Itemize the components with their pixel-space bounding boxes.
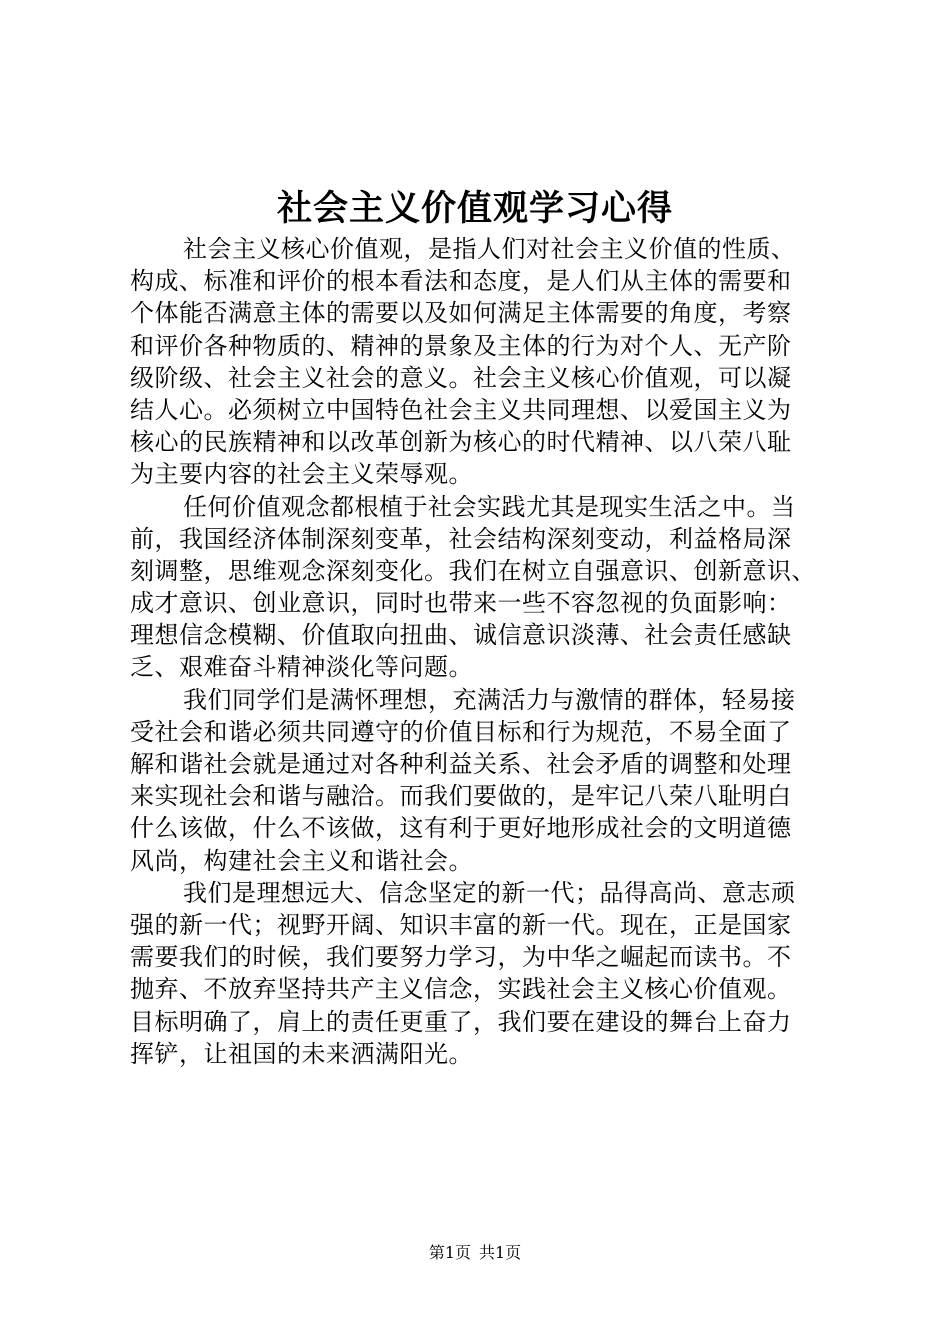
text-line: 强的新一代；视野开阔、知识丰富的新一代。现在，正是国家 — [130, 910, 792, 939]
page-total: 共1页 — [479, 1243, 522, 1262]
text-line: 构成、标准和评价的根本看法和态度，是人们从主体的需要和 — [130, 267, 792, 296]
text-line: 需要我们的时候，我们要努力学习，为中华之崛起而读书。不 — [130, 943, 792, 972]
text-line: 我们同学们是满怀理想，充满活力与激情的群体，轻易接 — [183, 685, 796, 714]
text-line: 乏、艰难奋斗精神淡化等问题。 — [130, 653, 473, 682]
text-line: 目标明确了，肩上的责任更重了，我们要在建设的舞台上奋力 — [130, 1007, 792, 1036]
text-line: 抛弃、不放弃坚持共产主义信念，实践社会主义核心价值观。 — [130, 975, 792, 1004]
text-line: 解和谐社会就是通过对各种利益关系、社会矛盾的调整和处理 — [130, 750, 792, 778]
text-line: 来实现社会和谐与融洽。而我们要做的，是牢记八荣八耻明白 — [130, 782, 792, 811]
text-line: 挥铲，让祖国的未来洒满阳光。 — [130, 1039, 473, 1068]
text-line: 为主要内容的社会主义荣辱观。 — [130, 460, 473, 489]
text-line: 前，我国经济体制深刻变革，社会结构深刻变动，利益格局深 — [130, 524, 792, 553]
page-number: 第1页 — [428, 1243, 471, 1262]
text-line: 任何价值观念都根植于社会实践尤其是现实生活之中。当 — [183, 492, 796, 521]
text-line: 级阶级、社会主义社会的意义。社会主义核心价值观，可以凝 — [130, 363, 792, 392]
text-line: 什么该做，什么不该做，这有利于更好地形成社会的文明道德 — [130, 814, 792, 843]
text-line: 个体能否满意主体的需要以及如何满足主体需要的角度，考察 — [130, 299, 792, 328]
document-body — [130, 233, 834, 1070]
text-line: 成才意识、创业意识，同时也带来一些不容忽视的负面影响： — [130, 589, 792, 618]
page-footer — [0, 1242, 950, 1264]
text-line: 我们是理想远大、信念坚定的新一代；品得高尚、意志顽 — [183, 878, 796, 907]
text-line: 风尚，构建社会主义和谐社会。 — [130, 846, 473, 875]
text-line: 理想信念模糊、价值取向扭曲、诚信意识淡薄、社会责任感缺 — [130, 621, 792, 650]
text-line: 和评价各种物质的、精神的景象及主体的行为对个人、无产阶 — [130, 331, 792, 360]
paragraph — [130, 877, 834, 1070]
document-title: 社会主义价值观学习心得 — [276, 188, 673, 229]
text-line: 受社会和谐必须共同遵守的价值目标和行为规范，不易全面了 — [130, 717, 792, 746]
paragraph — [130, 233, 834, 491]
text-line: 社会主义核心价值观，是指人们对社会主义价值的性质、 — [183, 235, 796, 263]
text-line: 核心的民族精神和以改革创新为核心的时代精神、以八荣八耻 — [130, 428, 792, 457]
text-line: 刻调整，思维观念深刻变化。我们在树立自强意识、创新意识、 — [130, 556, 816, 585]
paragraph — [130, 684, 834, 877]
text-line: 结人心。必须树立中国特色社会主义共同理想、以爱国主义为 — [130, 395, 792, 424]
paragraph — [130, 491, 834, 684]
